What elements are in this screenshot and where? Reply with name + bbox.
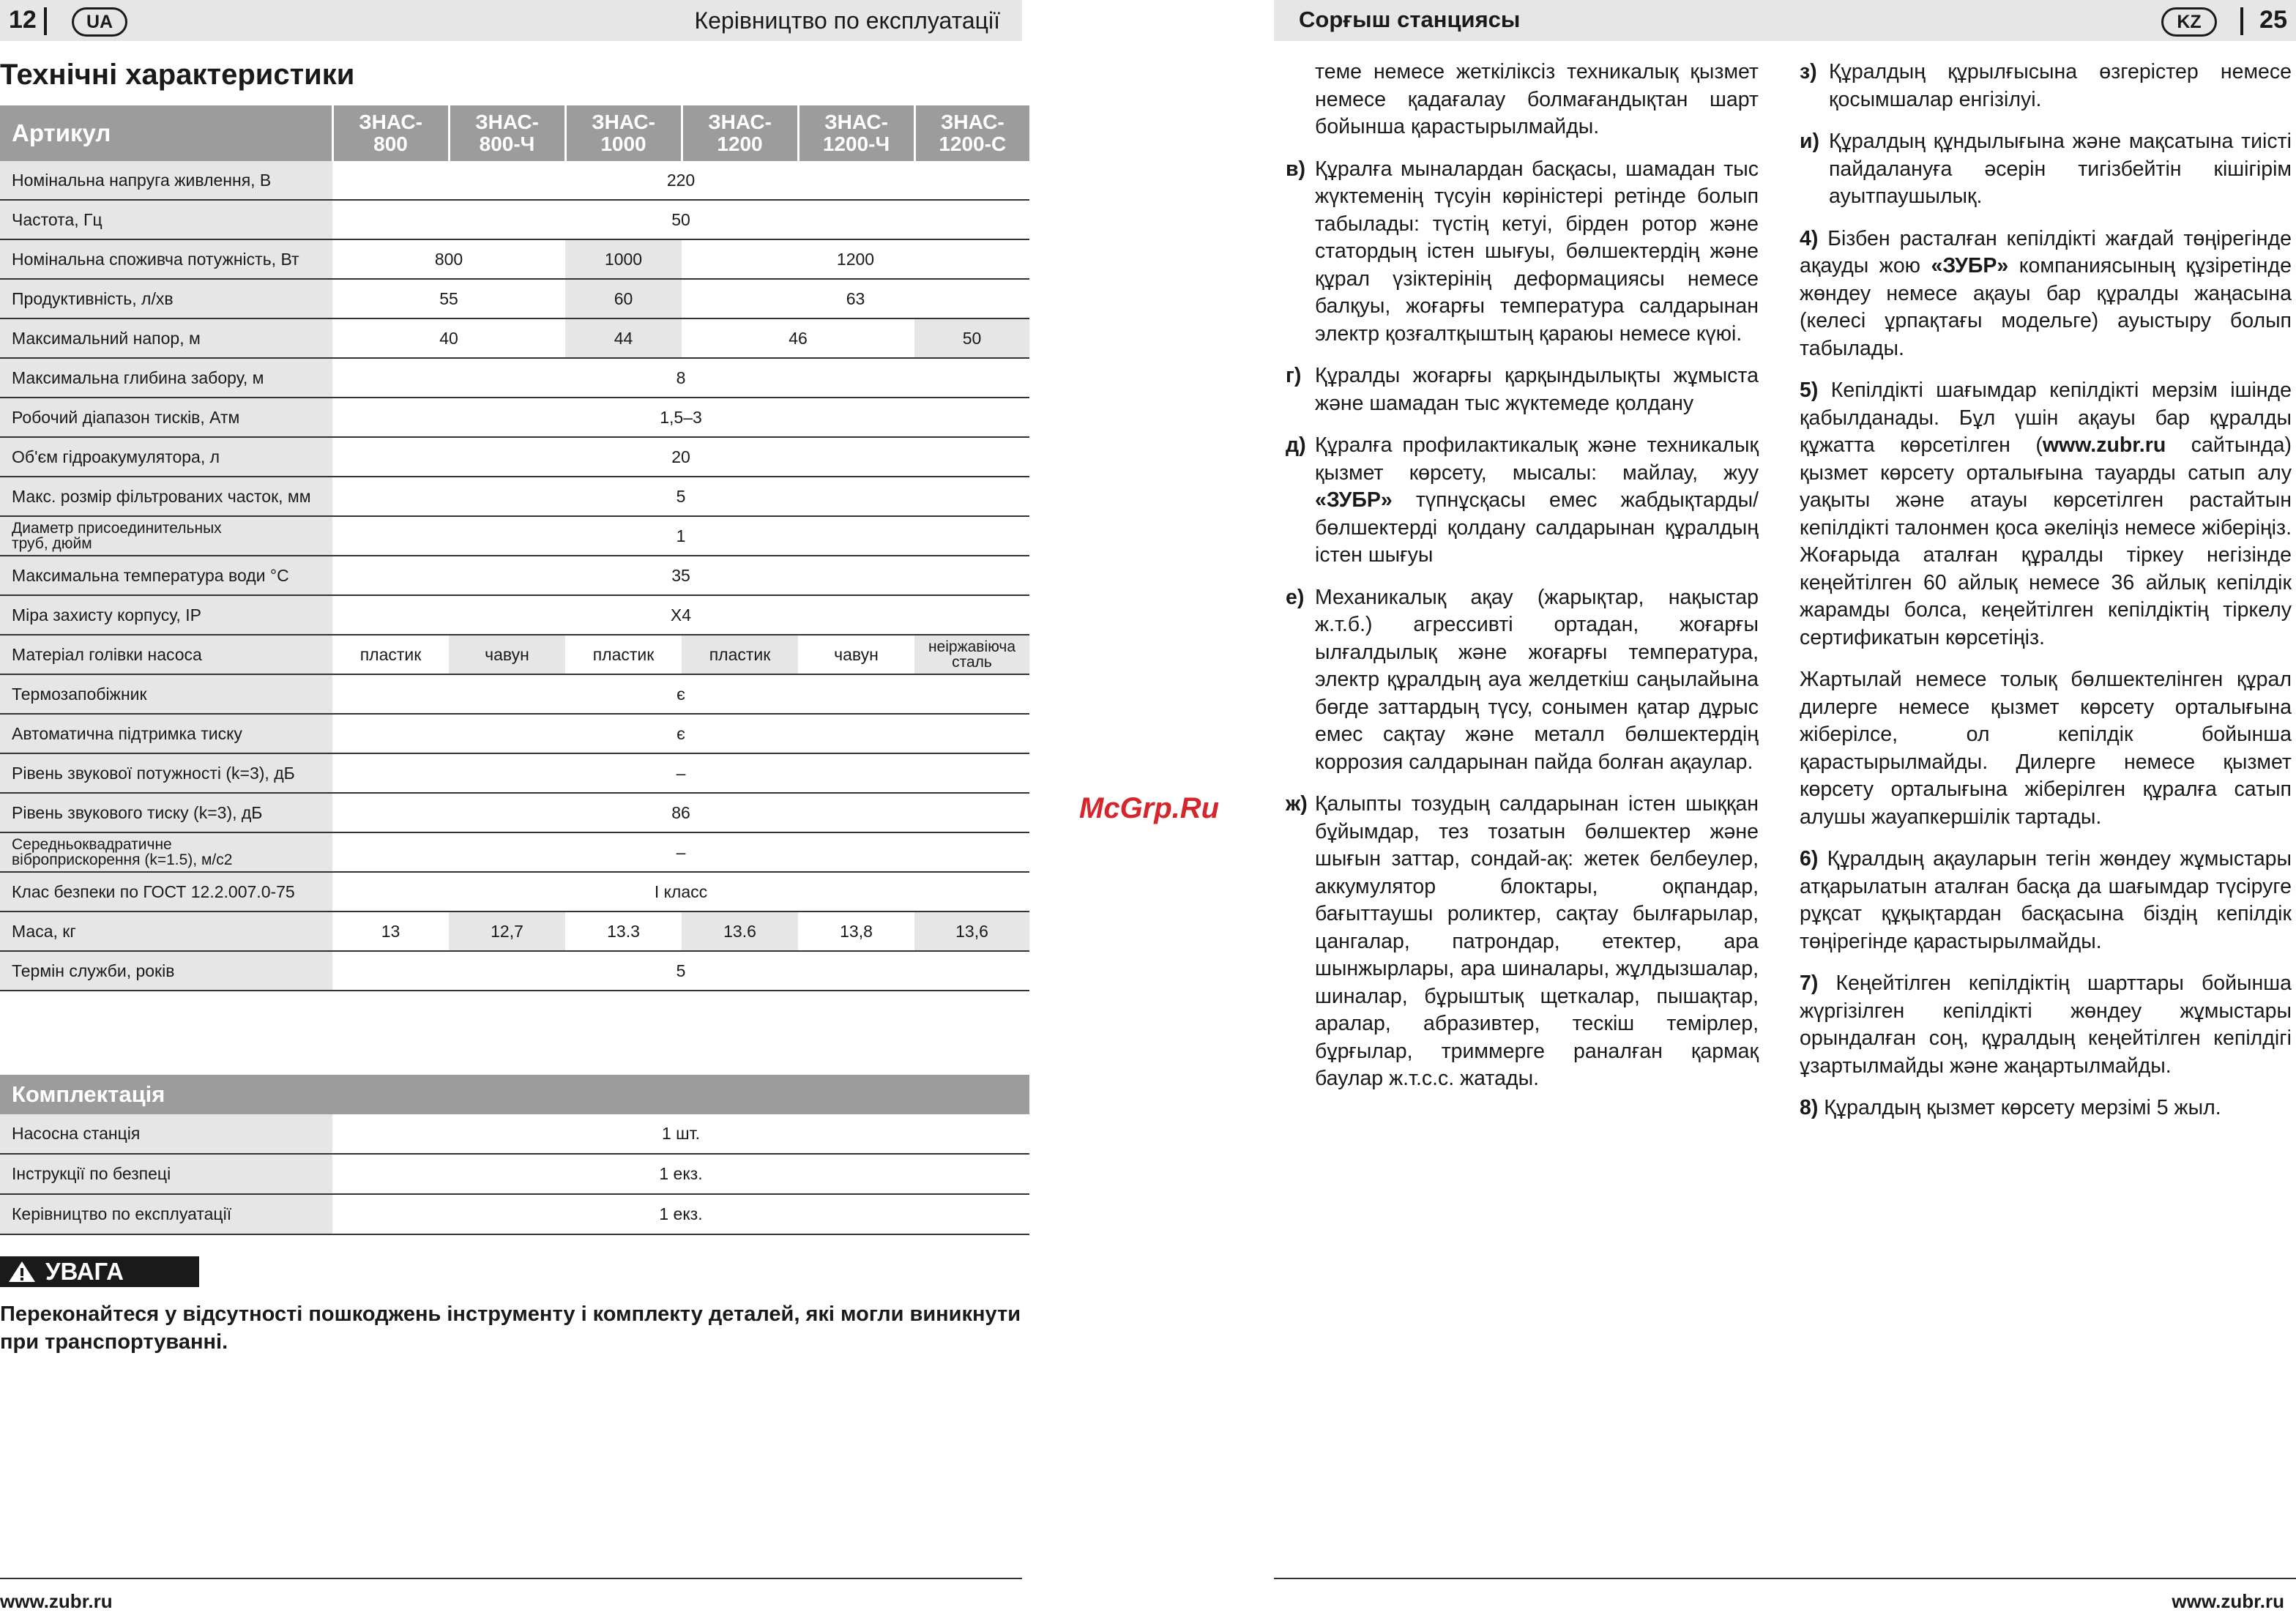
- spec-label: Міра захисту корпусу, IP: [0, 595, 332, 635]
- spec-value: 800: [332, 239, 565, 279]
- kz-paragraph: [1800, 377, 2292, 652]
- header-divider: [44, 7, 47, 35]
- spec-label: Максимальна глибина забору, м: [0, 358, 332, 398]
- left-footer-rule: [0, 1578, 1022, 1579]
- kz-item-brand: «ЗУБР»: [1315, 488, 1393, 512]
- spec-table: [0, 105, 1029, 991]
- spec-value: пластик: [332, 635, 449, 674]
- kz-item-text: Қалыпты тозудың салдарынан істен шыққан бұйымдар, тез тозатын бөлшектер және шығын заттар, сондай-ақ: жетек белбеулер, аккумулятор блоктары, оқпандар, бағыттаушы роликтер, сақтау былғарылар, цангалар, патрондар, етектер, ара шынжырлары, ара шиналары, жұлдызшалар, шиналар, бұрыштық щеткалар, пышақтар, аралар, абразивтер, тескіш темірлер, бұрғылар, триммерге раналған қармақ баулар ж.т.с.с. жатады.: [1315, 792, 1759, 1090]
- kit-value: 1 шт.: [332, 1114, 1029, 1154]
- kit-value: 1 екз.: [332, 1154, 1029, 1194]
- spec-value: 35: [332, 556, 1029, 595]
- spec-header-label: Артикул: [0, 105, 332, 161]
- spec-value: 13: [332, 911, 449, 951]
- spec-row: [0, 635, 1029, 674]
- model-header: ЗНАС- 1200: [682, 105, 798, 161]
- spec-label: Номінальна споживча потужність, Вт: [0, 239, 332, 279]
- spec-value: 13,8: [798, 911, 914, 951]
- kz-item-text: Құралдың құндылығына және мақсатына тиісті пайдалануға әсерін тигізбейтін кішігірім ауытпаушылық.: [1829, 130, 2292, 208]
- spec-label: Частота, Гц: [0, 200, 332, 239]
- kz-item: [1800, 59, 2292, 113]
- kz-paragraph-number: 4): [1800, 226, 1819, 250]
- kz-paragraph-text: Кепілдікті шағымдар кепілдікті мерзім ішінде қабылданады. Бұл үшін ақауы бар құралды құжатта көрсетілген (: [1800, 379, 2292, 457]
- kz-paragraph: [1800, 1095, 2292, 1122]
- kz-item-marker: з): [1800, 60, 1817, 83]
- spec-value: 50: [332, 200, 1029, 239]
- kz-paragraph-number: 6): [1800, 847, 1819, 870]
- spec-label: Номінальна напруга живлення, В: [0, 161, 332, 200]
- spec-row: [0, 161, 1029, 200]
- kit-row: [0, 1154, 1029, 1194]
- right-footer-rule: [1274, 1578, 2296, 1579]
- kz-paragraph-text: Құралдың қызмет көрсету мерзімі 5 жыл.: [1818, 1096, 2221, 1119]
- spec-value: 13.6: [682, 911, 798, 951]
- spec-row: [0, 398, 1029, 437]
- spec-label: Рівень звукового тиску (k=3), дБ: [0, 793, 332, 832]
- model-header: ЗНАС- 1000: [565, 105, 682, 161]
- model-header: ЗНАС- 1200-С: [914, 105, 1029, 161]
- lang-badge-kz: KZ: [2161, 7, 2217, 37]
- spec-value: 44: [565, 318, 682, 358]
- kz-item-text: [1315, 433, 1759, 567]
- spec-value: 12,7: [449, 911, 565, 951]
- spec-label: Макс. розмір фільтрованих часток, мм: [0, 477, 332, 516]
- kz-item-marker: г): [1286, 364, 1302, 387]
- spec-row: [0, 714, 1029, 753]
- kz-item-text: Құралға мыналардан басқасы, шамадан тыс жүктеменің түсуін көріністері ретінде болып табылады: түстің кетуі, бірден ротор және статордың істен шығуы, бөлшектердің және құрал үзіктерінің деформациясы немесе балқуы, жоғарғы температура салдарынан электр қозғалтқыштың қараюы немесе күюі.: [1315, 157, 1759, 346]
- spec-value: 60: [565, 279, 682, 318]
- spec-value: є: [332, 674, 1029, 714]
- left-page-header: [0, 0, 1022, 41]
- spec-value: –: [332, 832, 1029, 872]
- spec-header-row: [0, 105, 1029, 161]
- kz-item-marker: д): [1286, 433, 1306, 457]
- kit-title: Комплектація: [0, 1075, 1029, 1114]
- kz-item: [1286, 791, 1759, 1093]
- spec-row: [0, 793, 1029, 832]
- spec-label: Маса, кг: [0, 911, 332, 951]
- kz-paragraph-number: 8): [1800, 1096, 1819, 1119]
- left-footer-url[interactable]: www.zubr.ru: [0, 1590, 113, 1612]
- spec-value: 63: [682, 279, 1029, 318]
- kz-column-2: [1800, 59, 2292, 1137]
- model-header: ЗНАС- 800-Ч: [449, 105, 565, 161]
- warning-text: Переконайтеся у відсутності пошкоджень інструменту і комплекту деталей, які могли виникнути при транспортуванні.: [0, 1302, 1021, 1354]
- kz-paragraph-text: Құралдың ақауларын тегін жөндеу жұмыстары атқарылатын аталған басқа да шағымдар түсіруге рұқсат құқықтардан басқасына біздің кепілдік төңірегінде қарастырылмайды.: [1800, 847, 2292, 953]
- spec-value: 86: [332, 793, 1029, 832]
- spec-value: 5: [332, 951, 1029, 991]
- spec-label: Рівень звукової потужності (k=3), дБ: [0, 753, 332, 793]
- spec-row: [0, 516, 1029, 556]
- warning-banner: [0, 1256, 199, 1287]
- spec-value: 46: [682, 318, 914, 358]
- right-header-title: Сорғыш станциясы: [1299, 7, 1521, 32]
- right-page-header: [1274, 0, 2296, 41]
- spec-value: пластик: [682, 635, 798, 674]
- spec-row: [0, 239, 1029, 279]
- spec-row: [0, 477, 1029, 516]
- spec-row: [0, 595, 1029, 635]
- spec-label: Термін служби, років: [0, 951, 332, 991]
- spec-value: 220: [332, 161, 1029, 200]
- spec-value: чавун: [449, 635, 565, 674]
- spec-row: [0, 358, 1029, 398]
- spec-label: Максимальний напор, м: [0, 318, 332, 358]
- spec-value: 5: [332, 477, 1029, 516]
- kz-item: [1286, 362, 1759, 417]
- kz-paragraph-text: Жартылай немесе толық бөлшектелінген құрал дилерге немесе қызмет көрсету орталығына жіберілсе, ол кепілдік бойынша қарастырылмайды. Дилерге немесе қызмет көрсету орталығына жіберілген құралға сатып алушы жауапкершілік тартады.: [1800, 668, 2292, 829]
- spec-row: [0, 279, 1029, 318]
- spec-value: пластик: [565, 635, 682, 674]
- spec-row: [0, 832, 1029, 872]
- kz-item-text-part: түпнұсқасы емес жабдықтарды/бөлшектерді қолдану салдарынан құралдың істен шығуы: [1315, 488, 1759, 567]
- warning-label: УВАГА: [45, 1258, 124, 1285]
- kz-paragraph-text: компаниясының құзіретінде жөндеу немесе ақауы бар құралды жаңасына (келесі ұрпақтағы модельге) ауыстыру болып табылады.: [1800, 254, 2292, 360]
- spec-label: Середньоквадратичне віброприскорення (k=1.5), м/с2: [0, 832, 332, 872]
- spec-label: Диаметр присоединительных труб, дюйм: [0, 516, 332, 556]
- kz-item-text: Механикалық ақау (жарықтар, нақыстар ж.т.б.) агрессивті ортадан, жоғарғы ылғалдылық және жоғарғы температура, электр құралдың ауа желдеткіш саңылайына бөгде заттардың түсу, сонымен қатар дұрыс емес сақтау және металл бөлшектердің коррозия салдарынан пайда болған ақаулар.: [1315, 585, 1759, 774]
- kit-row: [0, 1194, 1029, 1234]
- spec-row: [0, 556, 1029, 595]
- header-divider: [2240, 7, 2243, 35]
- kz-paragraph: [1800, 970, 2292, 1080]
- spec-value: чавун: [798, 635, 914, 674]
- kz-paragraph: [1800, 225, 2292, 363]
- kz-paragraph: [1800, 666, 2292, 831]
- spec-label: Продуктивність, л/хв: [0, 279, 332, 318]
- warning-triangle-icon: [7, 1260, 37, 1283]
- kz-column-1: [1286, 59, 1759, 1108]
- kit-value: 1 екз.: [332, 1194, 1029, 1234]
- spec-value: 50: [914, 318, 1029, 358]
- spec-value: X4: [332, 595, 1029, 635]
- model-header: ЗНАС- 1200-Ч: [798, 105, 914, 161]
- right-footer-url[interactable]: www.zubr.ru: [2172, 1590, 2284, 1612]
- kz-paragraph-text: Бізбен расталған кепілдікті жағдай төңірегінде ақауды жою: [1800, 226, 2292, 277]
- spec-row: [0, 753, 1029, 793]
- kit-row: [0, 1114, 1029, 1154]
- spec-value: 1000: [565, 239, 682, 279]
- left-page-number: 12: [9, 6, 37, 34]
- spec-label: Клас безпеки по ГОСТ 12.2.007.0-75: [0, 872, 332, 911]
- kit-label: Насосна станція: [0, 1114, 332, 1154]
- spec-value: 13,6: [914, 911, 1029, 951]
- spec-row: [0, 872, 1029, 911]
- spec-label: Об'єм гідроакумулятора, л: [0, 437, 332, 477]
- kz-item-marker: е): [1286, 585, 1305, 609]
- model-header: ЗНАС- 800: [332, 105, 449, 161]
- spec-value: 20: [332, 437, 1029, 477]
- right-page-number: 25: [2259, 6, 2287, 34]
- spec-value: 1200: [682, 239, 1029, 279]
- kz-intro: теме немесе жеткіліксіз техникалық қызмет немесе қадағалау болмағандықтан шарт бойынша қарастырылмайды.: [1315, 60, 1759, 138]
- kz-item-marker: в): [1286, 157, 1306, 181]
- spec-value: I класс: [332, 872, 1029, 911]
- spec-value: 1,5–3: [332, 398, 1029, 437]
- kz-paragraph-emphasis: www.zubr.ru: [2042, 433, 2166, 457]
- kit-table: [0, 1075, 1029, 1235]
- spec-row: [0, 200, 1029, 239]
- kz-paragraph: [1800, 846, 2292, 955]
- kz-item: [1286, 156, 1759, 348]
- spec-row: [0, 911, 1029, 951]
- kz-item-marker: и): [1800, 130, 1820, 153]
- spec-row: [0, 437, 1029, 477]
- watermark: McGrp.Ru: [1079, 792, 1220, 824]
- left-header-title: Керівництво по експлуатації: [694, 7, 1000, 34]
- spec-value: 1: [332, 516, 1029, 556]
- spec-value: є: [332, 714, 1029, 753]
- kit-label: Інструкції по безпеці: [0, 1154, 332, 1194]
- kit-label: Керівництво по експлуатації: [0, 1194, 332, 1234]
- kz-item-text: Құралдың құрылғысына өзгерістер немесе қосымшалар енгізілуі.: [1829, 60, 2292, 111]
- spec-label: Робочий діапазон тисків, Атм: [0, 398, 332, 437]
- spec-row: [0, 318, 1029, 358]
- spec-label: Термозапобіжник: [0, 674, 332, 714]
- section-title: Технічні характеристики: [0, 59, 355, 91]
- spec-value: неіржавіюча сталь: [914, 635, 1029, 674]
- kz-item: [1800, 128, 2292, 211]
- spec-value: 55: [332, 279, 565, 318]
- spec-value: –: [332, 753, 1029, 793]
- kit-header-row: [0, 1075, 1029, 1114]
- spec-value: 13.3: [565, 911, 682, 951]
- kz-paragraph-emphasis: «ЗУБР»: [1931, 254, 2009, 277]
- spec-label: Автоматична підтримка тиску: [0, 714, 332, 753]
- kz-item-marker: ж): [1286, 792, 1308, 816]
- kz-paragraph-text: сайтында) қызмет көрсету орталығына тауарды сатып алу уақыты және атауы көрсетілген растайтын кепілдікті талонмен қоса әкеліңіз немесе жіберіңіз. Жоғарыда аталған құралды тіркеу негізінде кеңейтілген 60 айлық немесе 36 айлық кепілдік жарамды болса, кеңейтілген кепілдіктің тіркелу сертификатын көрсетіңіз.: [1800, 433, 2292, 649]
- lang-badge-ua: UA: [72, 7, 127, 37]
- spec-value: 40: [332, 318, 565, 358]
- spec-row: [0, 951, 1029, 991]
- kz-paragraph-number: 5): [1800, 379, 1819, 402]
- kz-item: [1286, 584, 1759, 777]
- kz-item-text: Құралды жоғарғы қарқындылықты жұмыста және шамадан тыс жүктемеде қолдану: [1315, 364, 1759, 415]
- spec-value: 8: [332, 358, 1029, 398]
- kz-paragraph-number: 7): [1800, 972, 1819, 995]
- spec-row: [0, 674, 1029, 714]
- kz-item-text-part: Құралға профилактикалық және техникалық қызмет көрсету, мысалы: майлау, жуу: [1315, 433, 1759, 485]
- kz-item: [1286, 432, 1759, 570]
- spec-label: Матеріал голівки насоса: [0, 635, 332, 674]
- kz-paragraph-text: Кеңейтілген кепілдіктің шарттары бойынша жүргізілген кепілдікті жөндеу жұмыстары орындалған соң, құралдың кеңейтілген кепілдігі ұзартылмайды және жаңартылмайды.: [1800, 972, 2292, 1078]
- spec-label: Максимальна температура води °С: [0, 556, 332, 595]
